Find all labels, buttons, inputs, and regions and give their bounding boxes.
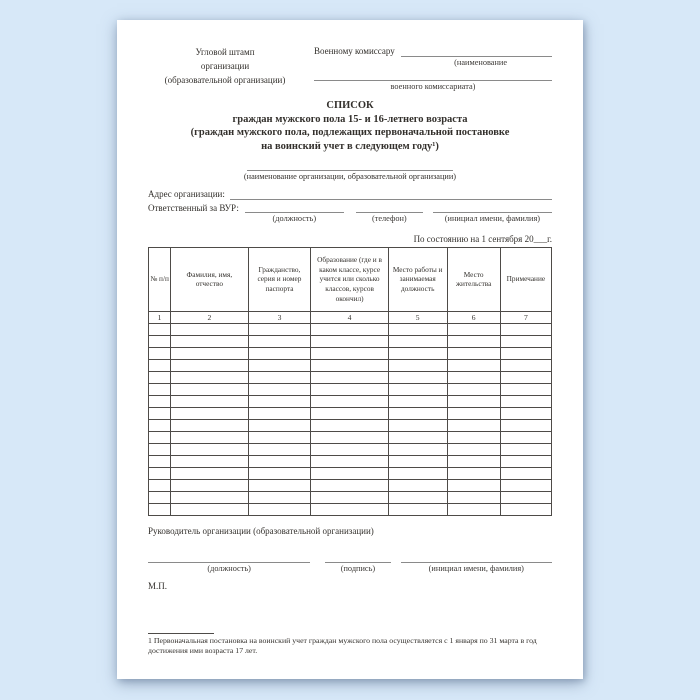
table-cell xyxy=(500,443,551,455)
table-cell xyxy=(447,503,500,515)
table-cell xyxy=(311,395,388,407)
table-row xyxy=(149,395,552,407)
table-cell xyxy=(388,347,447,359)
table-cell xyxy=(149,419,171,431)
table-cell xyxy=(447,371,500,383)
table-cell xyxy=(447,347,500,359)
stamp-line-3: (образовательной организации) xyxy=(164,74,286,85)
table-cell xyxy=(500,419,551,431)
table-row xyxy=(149,455,552,467)
as-of-date: По состоянию на 1 сентября 20___г. xyxy=(413,233,552,244)
commissar-caption-1: (наименование xyxy=(454,58,508,68)
document-header xyxy=(148,46,552,92)
col-header-workplace: Место работы и занимаемая должность xyxy=(388,247,447,311)
column-number: 7 xyxy=(500,311,551,323)
signature-caption-1: (должность) xyxy=(207,564,251,573)
table-cell xyxy=(447,395,500,407)
table-cell xyxy=(248,371,311,383)
table-cell xyxy=(500,335,551,347)
table-row xyxy=(149,323,552,335)
table-cell xyxy=(171,395,248,407)
table-cell xyxy=(500,491,551,503)
table-cell xyxy=(500,407,551,419)
org-name-fill-line xyxy=(247,163,453,171)
table-cell xyxy=(388,383,447,395)
table-cell xyxy=(311,419,388,431)
table-cell xyxy=(500,467,551,479)
column-number: 5 xyxy=(388,311,447,323)
table-cell xyxy=(311,347,388,359)
table-cell xyxy=(311,455,388,467)
vur-field-phone xyxy=(356,202,423,224)
vur-caption-3: (инициал имени, фамилия) xyxy=(444,214,541,224)
signature-fill-line-3 xyxy=(401,552,552,563)
table-cell xyxy=(248,467,311,479)
document-page xyxy=(117,20,583,679)
table-cell xyxy=(388,323,447,335)
table-cell xyxy=(311,335,388,347)
table-cell xyxy=(149,443,171,455)
col-header-full-name: Фамилия, имя, отчество xyxy=(171,247,248,311)
table-cell xyxy=(500,383,551,395)
table-row xyxy=(149,419,552,431)
signature-field-position xyxy=(148,552,310,574)
vur-caption-2: (телефон) xyxy=(371,214,407,224)
table-cell xyxy=(171,491,248,503)
table-cell xyxy=(311,443,388,455)
signature-field-name xyxy=(401,552,552,574)
table-cell xyxy=(311,323,388,335)
table-row xyxy=(149,491,552,503)
table-cell xyxy=(388,335,447,347)
table-cell xyxy=(500,371,551,383)
table-cell xyxy=(500,455,551,467)
table-row xyxy=(149,443,552,455)
table-cell xyxy=(248,503,311,515)
column-number: 6 xyxy=(447,311,500,323)
table-row xyxy=(149,407,552,419)
table-cell xyxy=(500,479,551,491)
table-cell xyxy=(248,323,311,335)
table-cell xyxy=(248,347,311,359)
table-cell xyxy=(171,371,248,383)
table-cell xyxy=(447,467,500,479)
vur-field-name xyxy=(433,202,552,224)
table-cell xyxy=(149,503,171,515)
table-cell xyxy=(388,491,447,503)
vur-fill-line-2 xyxy=(356,202,423,213)
table-row xyxy=(149,479,552,491)
title-line-4: на воинский учет в следующем году¹) xyxy=(261,140,439,152)
signature-caption-3: (инициал имени, фамилия) xyxy=(428,564,524,573)
commissar-fill-line-2 xyxy=(314,69,552,81)
table-cell xyxy=(388,371,447,383)
title-line-2: граждан мужского пола 15- и 16-летнего возраста xyxy=(232,113,468,125)
document-title xyxy=(148,99,552,154)
table-cell xyxy=(149,347,171,359)
table-cell xyxy=(248,359,311,371)
table-cell xyxy=(500,395,551,407)
table-cell xyxy=(311,371,388,383)
table-cell xyxy=(388,395,447,407)
signature-fill-line-2 xyxy=(325,552,390,563)
table-cell xyxy=(311,503,388,515)
table-cell xyxy=(171,335,248,347)
table-cell xyxy=(388,443,447,455)
table-cell xyxy=(149,407,171,419)
table-cell xyxy=(447,491,500,503)
table-cell xyxy=(149,383,171,395)
table-cell xyxy=(388,467,447,479)
vur-fill-line-1 xyxy=(245,202,344,213)
address-label: Адрес организации: xyxy=(148,188,225,199)
table-cell xyxy=(388,359,447,371)
table-cell xyxy=(149,431,171,443)
table-cell xyxy=(171,407,248,419)
signature-caption-2: (подпись) xyxy=(340,564,376,573)
footnote-block xyxy=(148,633,552,657)
table-cell xyxy=(447,479,500,491)
stamp-line-1: Угловой штамп xyxy=(195,47,255,57)
commissar-caption-2: военного комиссариата) xyxy=(390,81,476,91)
table-cell xyxy=(388,419,447,431)
table-row xyxy=(149,467,552,479)
table-cell xyxy=(149,467,171,479)
table-cell xyxy=(248,443,311,455)
column-number: 4 xyxy=(311,311,388,323)
vur-fill-line-3 xyxy=(433,202,552,213)
footnote-separator xyxy=(148,633,214,634)
table-cell xyxy=(447,431,500,443)
table-cell xyxy=(447,323,500,335)
table-cell xyxy=(500,323,551,335)
table-cell xyxy=(447,455,500,467)
table-cell xyxy=(171,443,248,455)
table-cell xyxy=(311,431,388,443)
vur-field-position xyxy=(245,202,344,224)
table-cell xyxy=(248,335,311,347)
table-cell xyxy=(311,383,388,395)
table-row xyxy=(149,335,552,347)
table-cell xyxy=(447,419,500,431)
col-header-notes: Примечание xyxy=(500,247,551,311)
table-cell xyxy=(388,455,447,467)
column-number: 2 xyxy=(171,311,248,323)
table-cell xyxy=(447,443,500,455)
table-cell xyxy=(500,503,551,515)
table-cell xyxy=(311,359,388,371)
col-header-number: № п/п xyxy=(149,247,171,311)
corner-stamp-block xyxy=(150,46,300,88)
table-row xyxy=(149,359,552,371)
table-cell xyxy=(149,359,171,371)
signature-fill-line-1 xyxy=(148,552,310,563)
table-row xyxy=(149,371,552,383)
table-cell xyxy=(248,455,311,467)
table-cell xyxy=(171,383,248,395)
table-cell xyxy=(149,479,171,491)
table-cell xyxy=(500,359,551,371)
table-cell xyxy=(171,467,248,479)
table-row xyxy=(149,503,552,515)
table-cell xyxy=(248,431,311,443)
table-cell xyxy=(248,419,311,431)
table-cell xyxy=(171,455,248,467)
column-number: 1 xyxy=(149,311,171,323)
vur-caption-1: (должность) xyxy=(272,214,317,224)
table-cell xyxy=(171,479,248,491)
table-cell xyxy=(171,431,248,443)
table-cell xyxy=(248,479,311,491)
table-cell xyxy=(171,347,248,359)
col-header-citizenship-passport: Гражданство, серия и номер паспорта xyxy=(248,247,311,311)
org-name-caption: (наименование организации, образовательной организации) xyxy=(243,171,457,181)
table-cell xyxy=(311,407,388,419)
address-row xyxy=(148,189,552,200)
table-cell xyxy=(447,359,500,371)
table-cell xyxy=(500,431,551,443)
seal-placeholder-label: М.П. xyxy=(148,581,168,592)
column-number-row xyxy=(149,311,552,323)
commissar-label: Военному комиссару xyxy=(314,46,395,56)
table-cell xyxy=(149,395,171,407)
table-cell xyxy=(311,479,388,491)
table-cell xyxy=(447,407,500,419)
table-cell xyxy=(149,323,171,335)
table-cell xyxy=(388,431,447,443)
table-cell xyxy=(447,383,500,395)
table-header-row xyxy=(149,247,552,311)
table-cell xyxy=(447,335,500,347)
vur-label: Ответственный за ВУР: xyxy=(148,203,239,214)
commissar-fill-line-1 xyxy=(401,47,552,57)
table-cell xyxy=(248,383,311,395)
table-cell xyxy=(388,503,447,515)
table-cell xyxy=(149,335,171,347)
col-header-residence: Место жительства xyxy=(447,247,500,311)
table-body xyxy=(149,323,552,515)
table-cell xyxy=(248,395,311,407)
table-row xyxy=(149,347,552,359)
table-cell xyxy=(500,347,551,359)
stamp-line-2: организации xyxy=(200,60,250,71)
table-cell xyxy=(311,491,388,503)
table-cell xyxy=(311,467,388,479)
table-cell xyxy=(149,455,171,467)
head-of-organization-label: Руководитель организации (образовательной организации) xyxy=(148,525,374,536)
vur-row xyxy=(148,202,552,224)
table-cell xyxy=(149,491,171,503)
footnote-text: 1 Первоначальная постановка на воинский учет граждан мужского пола осуществляется с 1 января по 31 марта в год достижения ими возраста 17 лет. xyxy=(148,635,537,656)
table-cell xyxy=(248,491,311,503)
table-row xyxy=(149,383,552,395)
table-cell xyxy=(171,503,248,515)
table-cell xyxy=(171,419,248,431)
address-fill-line xyxy=(230,190,552,200)
table-cell xyxy=(388,479,447,491)
column-number: 3 xyxy=(248,311,311,323)
table-cell xyxy=(388,407,447,419)
col-header-education: Образование (где и в каком классе, курсе учится или сколько классов, курсов окончил) xyxy=(311,247,388,311)
table-row xyxy=(149,431,552,443)
commissar-block xyxy=(314,46,552,92)
table-cell xyxy=(171,359,248,371)
table-cell xyxy=(171,323,248,335)
table-cell xyxy=(248,407,311,419)
table-cell xyxy=(149,371,171,383)
signature-field-signature xyxy=(325,552,390,574)
title-line-3: (граждан мужского пола, подлежащих первоначальной постановке xyxy=(190,127,510,139)
register-table xyxy=(148,247,552,516)
signature-row xyxy=(148,552,552,574)
title-line-1: СПИСОК xyxy=(326,99,374,111)
